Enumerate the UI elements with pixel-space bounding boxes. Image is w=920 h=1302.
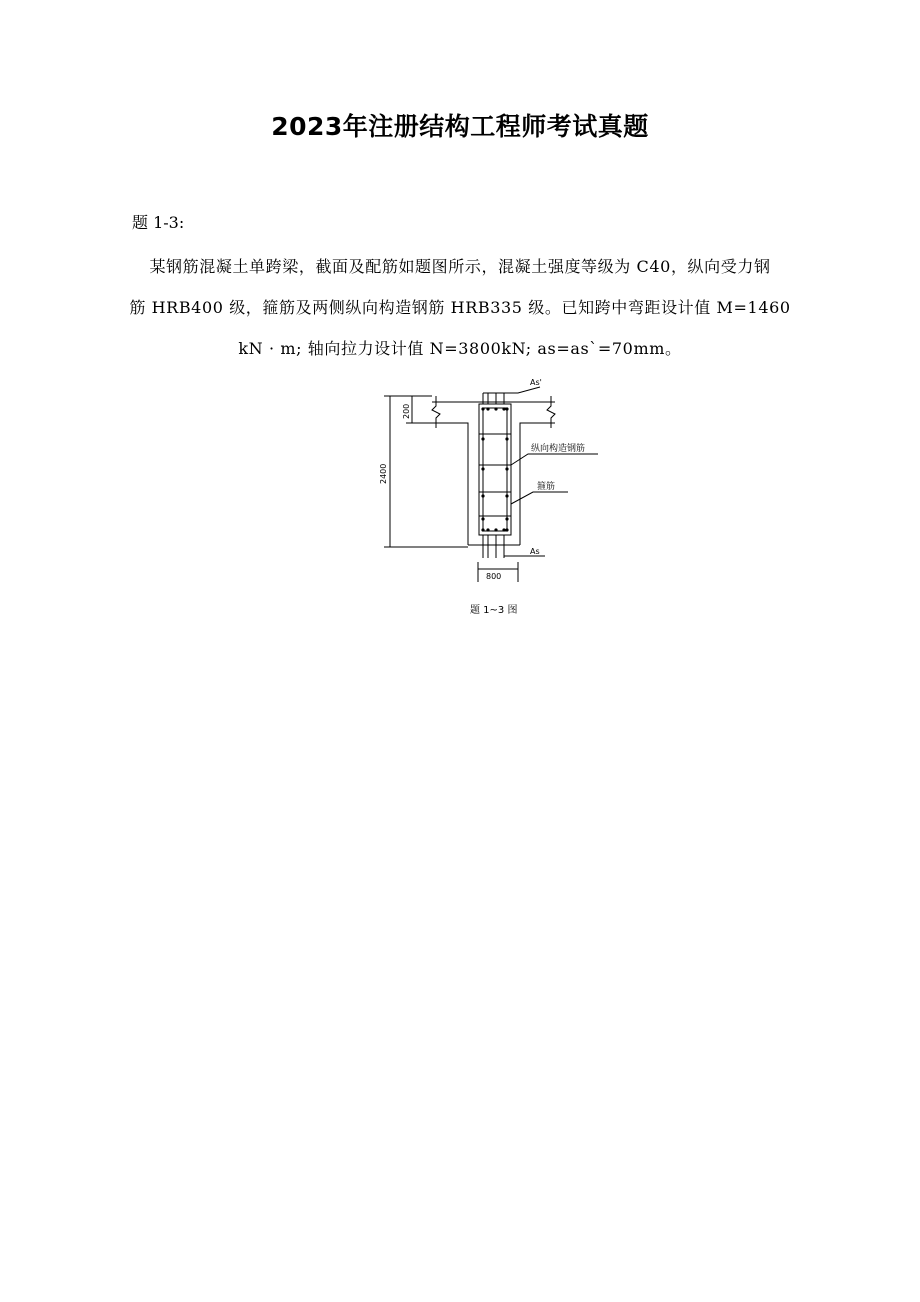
rebar-dot (481, 437, 484, 440)
rebar-dot (505, 528, 508, 531)
flange-bottom-left-line (432, 423, 468, 545)
rebar-dot (494, 407, 497, 410)
beam-section-drawing (370, 376, 610, 626)
rebar-dot (505, 407, 508, 410)
rebar-dot (481, 467, 484, 470)
rebar-dot (505, 467, 508, 470)
paragraph-line-1: 某钢筋混凝土单跨梁，截面及配筋如题图所示，混凝土强度等级为 C40，纵向受力钢 (149, 257, 771, 276)
rebar-dot (502, 407, 505, 410)
paragraph-line-2: 筋 HRB400 级，箍筋及两侧纵向构造钢筋 HRB335 级。已知跨中弯距设计值 M=1460 (129, 298, 791, 317)
stirrup-inner (483, 408, 507, 531)
rebar-dot (486, 528, 489, 531)
rebar-dot (494, 528, 497, 531)
top-steel-label: As' (530, 378, 542, 387)
rebar-dot (505, 437, 508, 440)
rebar-dot (481, 494, 484, 497)
side-bars-leader (511, 454, 598, 465)
rebar-dot (502, 528, 505, 531)
flange-dimension-label: 200 (402, 403, 411, 419)
height-dimension-label: 2400 (379, 463, 388, 484)
rebar-dot (486, 407, 489, 410)
figure-caption: 题 1~3 图 (470, 605, 518, 616)
top-steel-leaders (483, 387, 540, 404)
rebar-dot (481, 407, 484, 410)
document-title: 2023年注册结构工程师考试真题 (271, 112, 649, 141)
rebar-dot (505, 494, 508, 497)
width-dimension-label: 800 (486, 572, 502, 581)
stirrup-ties (479, 434, 511, 516)
paragraph-line-3: kN · m; 轴向拉力设计值 N=3800kN; as=as`=70mm。 (238, 339, 682, 358)
rebar-dot (481, 528, 484, 531)
side-bars-label: 纵向构造钢筋 (531, 444, 586, 454)
bottom-steel-label: As (530, 547, 540, 556)
stirrups-label: 箍筋 (537, 482, 556, 492)
beam-section-figure (370, 376, 610, 626)
rebar-dot (505, 517, 508, 520)
question-label: 题 1-3: (132, 213, 185, 232)
rebar-dot (481, 517, 484, 520)
